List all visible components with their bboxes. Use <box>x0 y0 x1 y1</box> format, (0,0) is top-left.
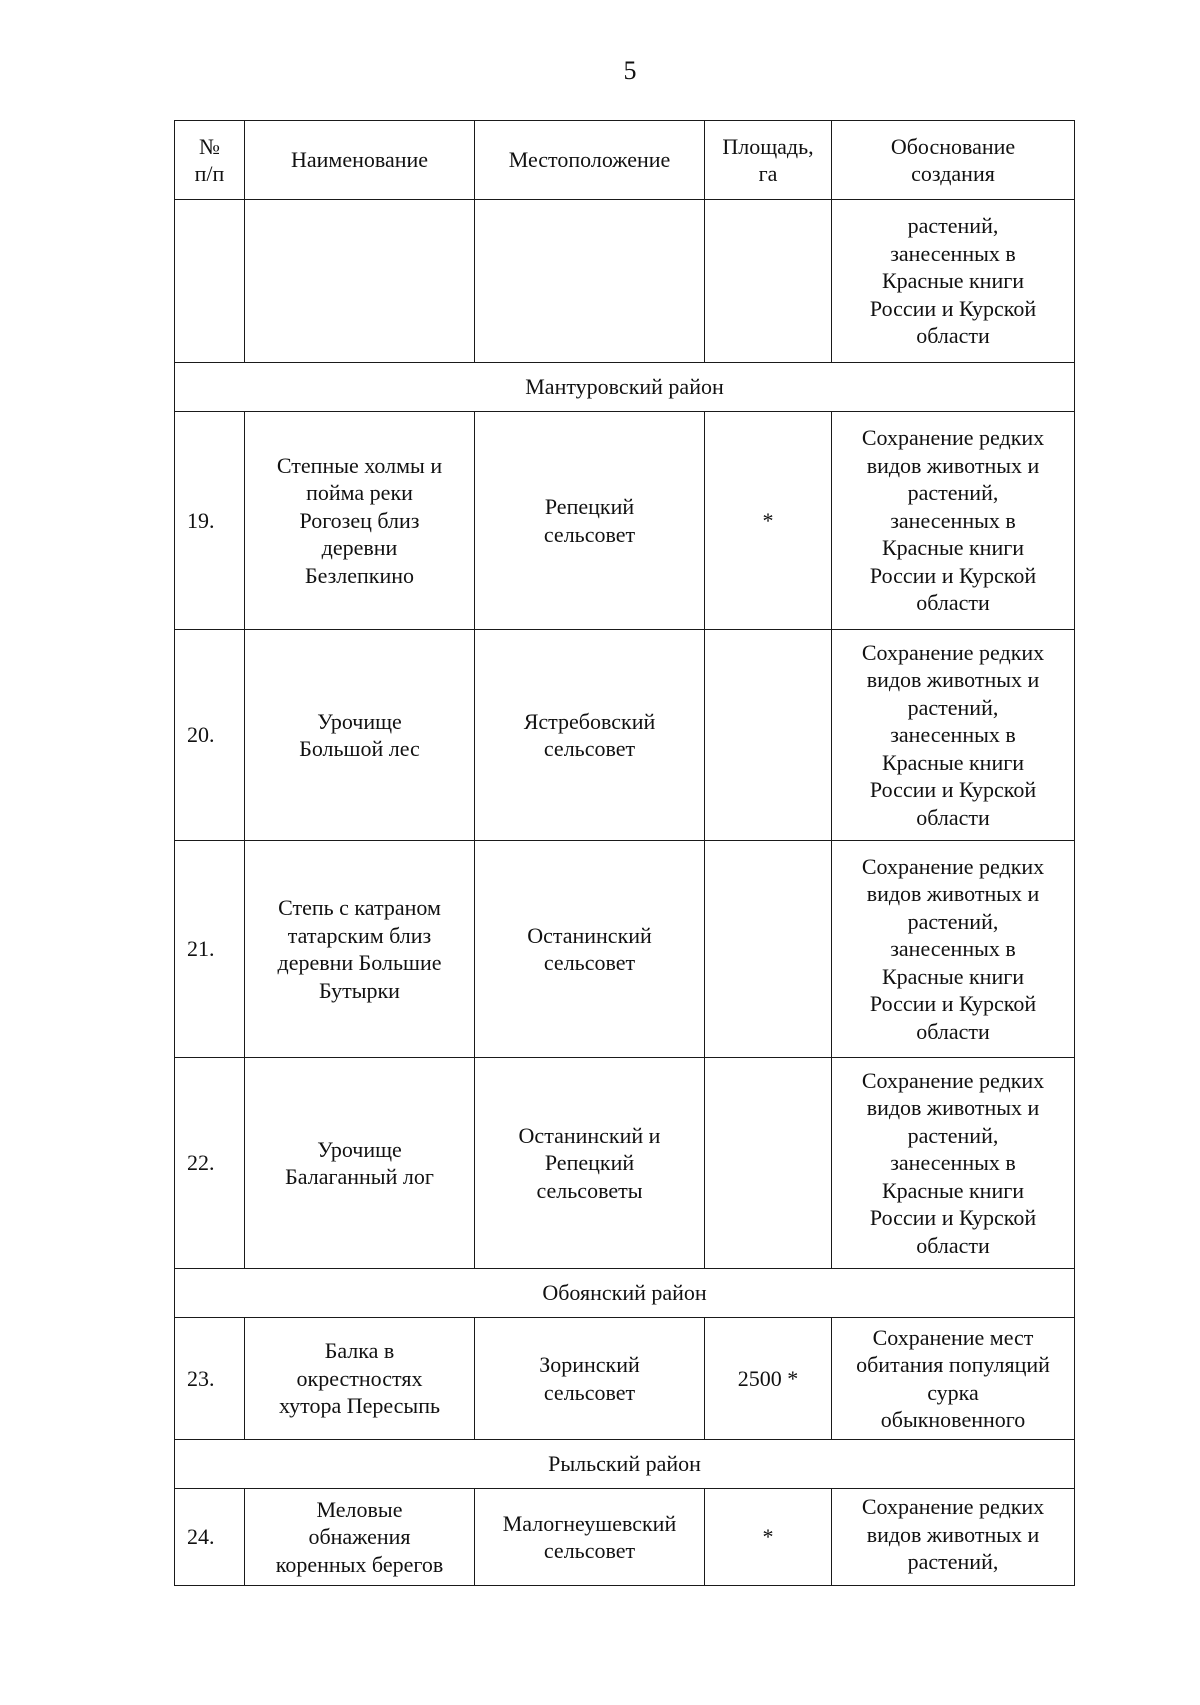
header-name: Наименование <box>245 121 475 200</box>
cell-name <box>245 200 475 363</box>
cell-location <box>475 200 705 363</box>
cell-reason: Сохранение редких видов животных и растений, занесенных в Красные книги России и Курской области <box>832 412 1075 630</box>
table-row <box>175 1489 1075 1586</box>
cell-area <box>705 630 832 841</box>
cell-name: Степь с катраном татарским близ деревни Большие Бутырки <box>245 841 475 1058</box>
cell-area: 2500 * <box>705 1318 832 1440</box>
cell-reason: Сохранение редких видов животных и растений, занесенных в Красные книги России и Курской области <box>832 1058 1075 1269</box>
cell-reason: Сохранение редких видов животных и растений, <box>832 1489 1075 1586</box>
page-number: 5 <box>623 56 637 85</box>
cell-name: Меловые обнажения коренных берегов <box>245 1489 475 1586</box>
header-number: № п/п <box>175 121 245 200</box>
cell-area <box>705 841 832 1058</box>
section-row-oboyansky <box>175 1269 1075 1318</box>
cell-area <box>705 200 832 363</box>
protected-areas-table <box>174 120 1075 1586</box>
cell-area: * <box>705 1489 832 1586</box>
cell-area <box>705 1058 832 1269</box>
cell-reason: Сохранение редких видов животных и растений, занесенных в Красные книги России и Курской области <box>832 630 1075 841</box>
header-location: Местоположение <box>475 121 705 200</box>
cell-number <box>175 200 245 363</box>
cell-number: 20. <box>175 630 245 841</box>
cell-location: Зоринский сельсовет <box>475 1318 705 1440</box>
cell-location: Малогнеушевский сельсовет <box>475 1489 705 1586</box>
table-row <box>175 1318 1075 1440</box>
cell-location: Ястребовский сельсовет <box>475 630 705 841</box>
cell-reason: Сохранение редких видов животных и растений, занесенных в Красные книги России и Курской области <box>832 841 1075 1058</box>
table-row <box>175 1058 1075 1269</box>
table-row-continuation <box>175 200 1075 363</box>
cell-name: Степные холмы и пойма реки Рогозец близ деревни Безлепкино <box>245 412 475 630</box>
header-area: Площадь, га <box>705 121 832 200</box>
table-header-row <box>175 121 1075 200</box>
cell-name: Балка в окрестностях хутора Пересыпь <box>245 1318 475 1440</box>
cell-reason: Сохранение мест обитания популяций сурка обыкновенного <box>832 1318 1075 1440</box>
cell-area: * <box>705 412 832 630</box>
cell-reason: растений, занесенных в Красные книги России и Курской области <box>832 200 1075 363</box>
cell-number: 19. <box>175 412 245 630</box>
section-row-manturovsky <box>175 363 1075 412</box>
table-row <box>175 841 1075 1058</box>
header-reason: Обоснование создания <box>832 121 1075 200</box>
cell-number: 21. <box>175 841 245 1058</box>
cell-location: Останинский сельсовет <box>475 841 705 1058</box>
cell-location: Останинский и Репецкий сельсоветы <box>475 1058 705 1269</box>
table-row <box>175 630 1075 841</box>
section-row-rylsky <box>175 1440 1075 1489</box>
cell-number: 24. <box>175 1489 245 1586</box>
section-title: Обоянский район <box>175 1269 1075 1318</box>
cell-name: Урочище Большой лес <box>245 630 475 841</box>
protected-areas-table-container <box>174 120 1075 1586</box>
cell-name: Урочище Балаганный лог <box>245 1058 475 1269</box>
section-title: Рыльский район <box>175 1440 1075 1489</box>
cell-number: 23. <box>175 1318 245 1440</box>
cell-number: 22. <box>175 1058 245 1269</box>
cell-location: Репецкий сельсовет <box>475 412 705 630</box>
section-title: Мантуровский район <box>175 363 1075 412</box>
table-row <box>175 412 1075 630</box>
